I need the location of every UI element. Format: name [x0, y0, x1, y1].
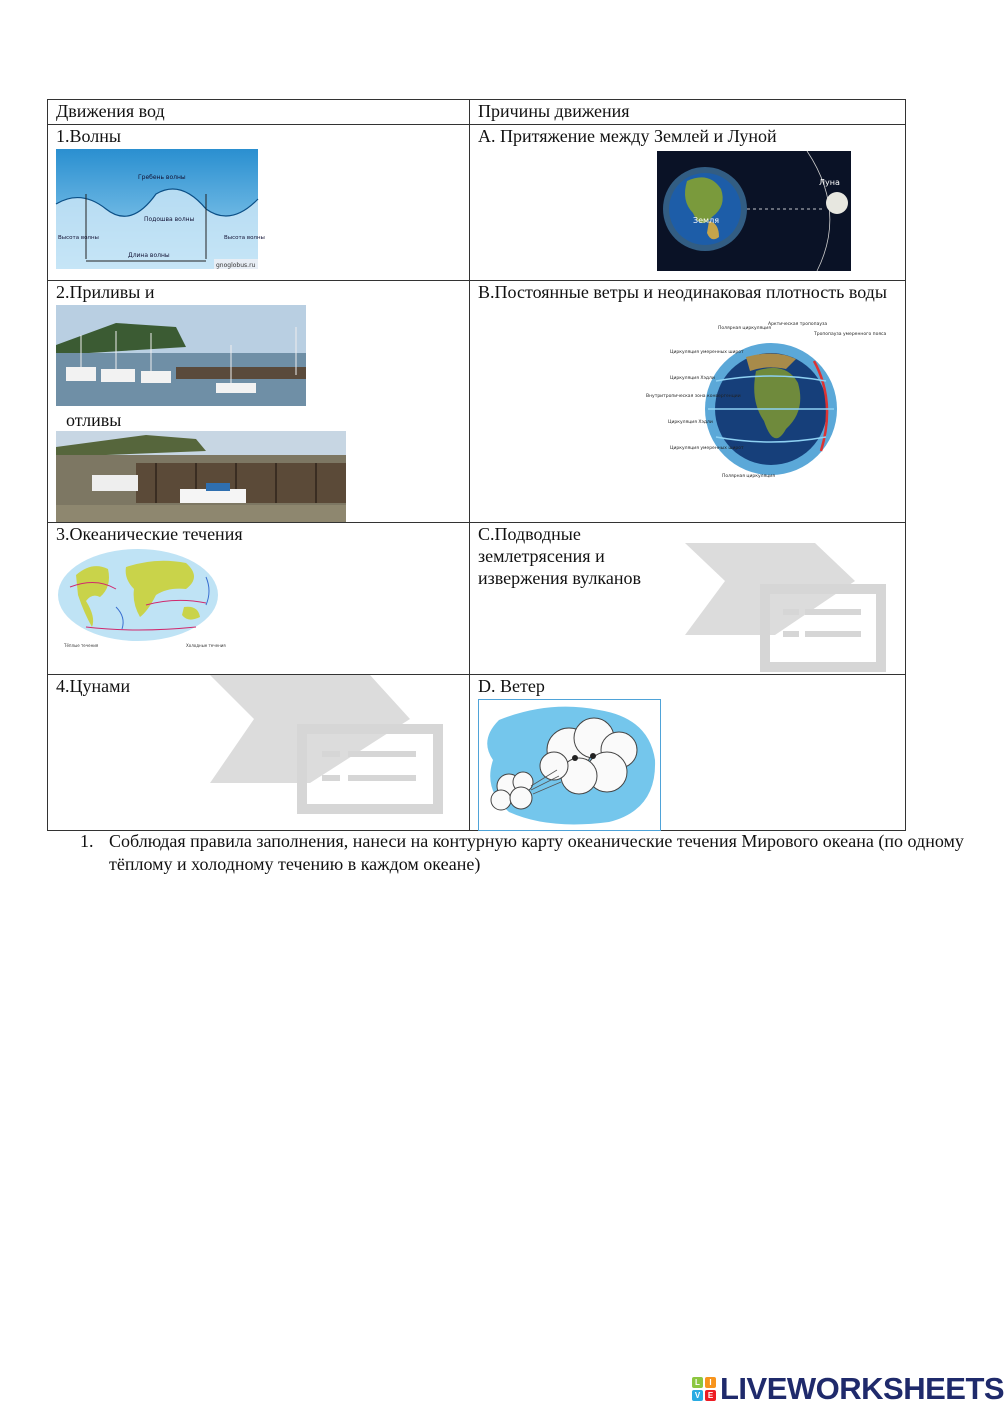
header-causes: Причины движения: [470, 100, 906, 125]
svg-text:Циркуляция умеренных широт: Циркуляция умеренных широт: [670, 350, 744, 355]
svg-text:Гребень волны: Гребень волны: [138, 174, 186, 181]
svg-text:Длина волны: Длина волны: [128, 252, 170, 259]
task-number: 1.: [80, 831, 94, 851]
high-tide-photo: [56, 305, 306, 406]
cell-wind[interactable]: D. Ветер: [470, 675, 906, 831]
cell-winds-density[interactable]: В.Постоянные ветры и неодинаковая плотность воды Полярная циркуляция Арктическая тропопауза Тропопауза умеренного пояса Циркуляция умеренных широт Циркуляция Хэдли Внутритропическая зона конвергенции Циркуляция Хэдли Циркуляция умеренных широт Полярная циркуляция: [470, 281, 906, 523]
svg-text:Высота волны: Высота волны: [224, 235, 265, 241]
svg-text:Холодные течения: Холодные течения: [186, 643, 226, 648]
svg-text:Луна: Луна: [819, 178, 840, 187]
svg-text:Внутритропическая зона конверг: Внутритропическая зона конвергенции: [646, 394, 741, 399]
svg-text:Тёплые течения: Тёплые течения: [64, 643, 99, 648]
svg-text:Высота волны: Высота волны: [58, 235, 99, 241]
cell-tides[interactable]: 2.Приливы и отливы: [48, 281, 470, 523]
cell-earthquakes-volcanoes[interactable]: [470, 523, 906, 675]
waves-diagram-image: [56, 149, 265, 269]
svg-text:Арктическая тропопауза: Арктическая тропопауза: [768, 322, 828, 327]
earth-moon-image: [657, 151, 851, 271]
cell-tsunami[interactable]: 4.Цунами: [48, 675, 470, 831]
logo-blocks-icon: L I V E: [692, 1377, 716, 1401]
world-currents-map-image: [56, 547, 226, 650]
cause-c-label: С.Подводные землетрясения и извержения вулканов: [478, 524, 642, 588]
svg-text:Земля: Земля: [693, 216, 720, 225]
wind-cloud-image: [478, 699, 661, 831]
cell-waves[interactable]: 1.Волны Гребень волны Подошва волны Высота волны Высота волны Длина волны gnoglobus.ru: [48, 125, 470, 281]
svg-text:Циркуляция Хэдли: Циркуляция Хэдли: [668, 420, 713, 425]
svg-text:gnoglobus.ru: gnoglobus.ru: [216, 262, 256, 269]
worksheet-table: [47, 99, 906, 831]
svg-text:Подошва волны: Подошва волны: [144, 216, 195, 223]
svg-text:Циркуляция умеренных широт: Циркуляция умеренных широт: [670, 446, 744, 451]
svg-text:Полярная циркуляция: Полярная циркуляция: [722, 474, 775, 479]
cell-ocean-currents[interactable]: 3.Океанические течения Тёплые течения Холодные течения: [48, 523, 470, 675]
header-water-movements: Движения вод: [48, 100, 470, 125]
svg-text:Циркуляция Хэдли: Циркуляция Хэдли: [670, 376, 715, 381]
svg-text:Полярная циркуляция: Полярная циркуляция: [718, 326, 771, 331]
low-tide-photo: [56, 431, 346, 522]
cell-moon-attraction[interactable]: А. Притяжение между Землей и Луной Земля Луна: [470, 125, 906, 281]
liveworksheets-logo: [692, 1372, 1004, 1406]
task-text: Соблюдая правила заполнения, нанеси на контурную карту океанические течения Мирового океана (по одному тёплому и холодному течению в каждом океане): [109, 831, 964, 874]
logo-text: LIVEWORKSHEETS: [720, 1371, 1004, 1406]
svg-text:Тропопауза умеренного пояса: Тропопауза умеренного пояса: [814, 332, 887, 337]
atmospheric-circulation-image: [646, 321, 887, 491]
